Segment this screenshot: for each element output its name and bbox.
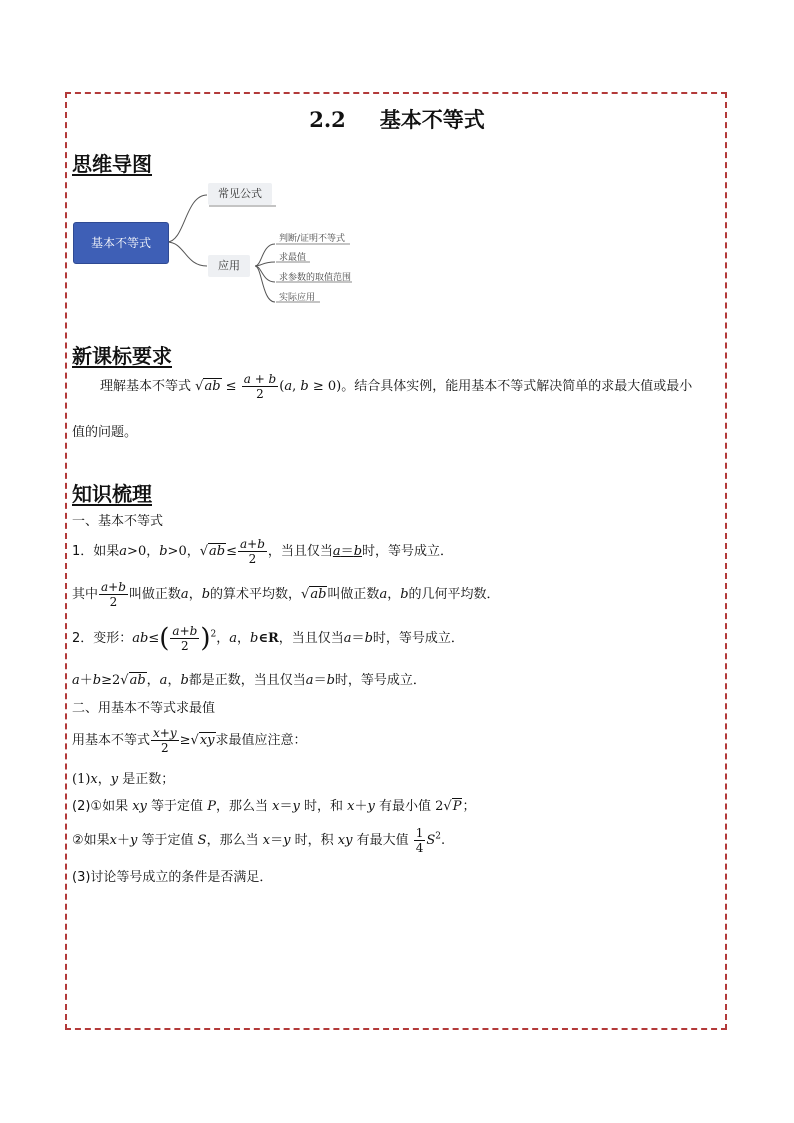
standard-heading: 新课标要求 (72, 344, 172, 368)
item-1: 1．如果a>0，b>0，√ab≤ $\frac{a+b}{2}$ ，当且仅当a＝b时，等号成立． (72, 537, 454, 566)
note-4: (3)讨论等号成立的条件是否满足． (72, 870, 273, 885)
fraction-a-plus-b-over-2: $\frac{a + b}{2}$ (243, 372, 277, 401)
use-line: 用基本不等式 $\frac{x+y}{2}$ ≥√xy求最值应注意： (72, 726, 307, 755)
note-3: ②如果x＋y 等于定值 S，那么当 x＝y 时，积 xy 有最大值 $\frac{1}{4}$ $S^2$. (72, 826, 446, 855)
note-2: (2)①如果 xy 等于定值 P，那么当 x＝y 时，和 x＋y 有最小值 2√P； (72, 799, 476, 814)
note-1: (1)x，y 是正数； (72, 772, 175, 787)
item-2b: a＋b≥2√ab，a，b都是正数，当且仅当a＝b时，等号成立． (72, 673, 426, 688)
standard-line-2: 值的问题。 (72, 425, 138, 440)
mindmap-root-node: 基本不等式 (73, 222, 169, 264)
knowledge-heading: 知识梳理 (72, 482, 152, 506)
standard-line-1: 理解基本不等式 √ab ≤ $\frac{a + b}{2}$ (a, b ≥ 0)。结合具体实例，能用基本不等式解决简单的求最大值或最小 (100, 372, 693, 401)
section-number: 2.2 (309, 107, 346, 132)
part2-heading: 二、用基本不等式求最值 (72, 701, 216, 716)
mindmap-leaf: 求参数的取值范围 (279, 273, 352, 283)
mindmap-node-formula: 常见公式 (208, 183, 272, 205)
mindmap-node-application: 应用 (208, 255, 250, 277)
mindmap-connectors (0, 0, 794, 330)
mindmap-leaf: 判断/证明不等式 (279, 234, 346, 244)
item-1b: 其中 $\frac{a+b}{2}$ 叫做正数a，b的算术平均数，√ab叫做正数a，b的几何平均数． (72, 580, 500, 609)
mindmap-leaf: 实际应用 (279, 293, 316, 303)
mindmap-leaf: 求最值 (279, 253, 307, 263)
sqrt-ab: √ab (195, 379, 221, 394)
item-2: 2．变形：ab≤( $\frac{a+b}{2}$ )$^2$，a，b∈R，当且仅当a＝b时，等号成立． (72, 623, 464, 654)
mindmap-heading: 思维导图 (72, 152, 152, 176)
part1-heading: 一、基本不等式 (72, 514, 164, 529)
title-text: 基本不等式 (379, 107, 485, 132)
